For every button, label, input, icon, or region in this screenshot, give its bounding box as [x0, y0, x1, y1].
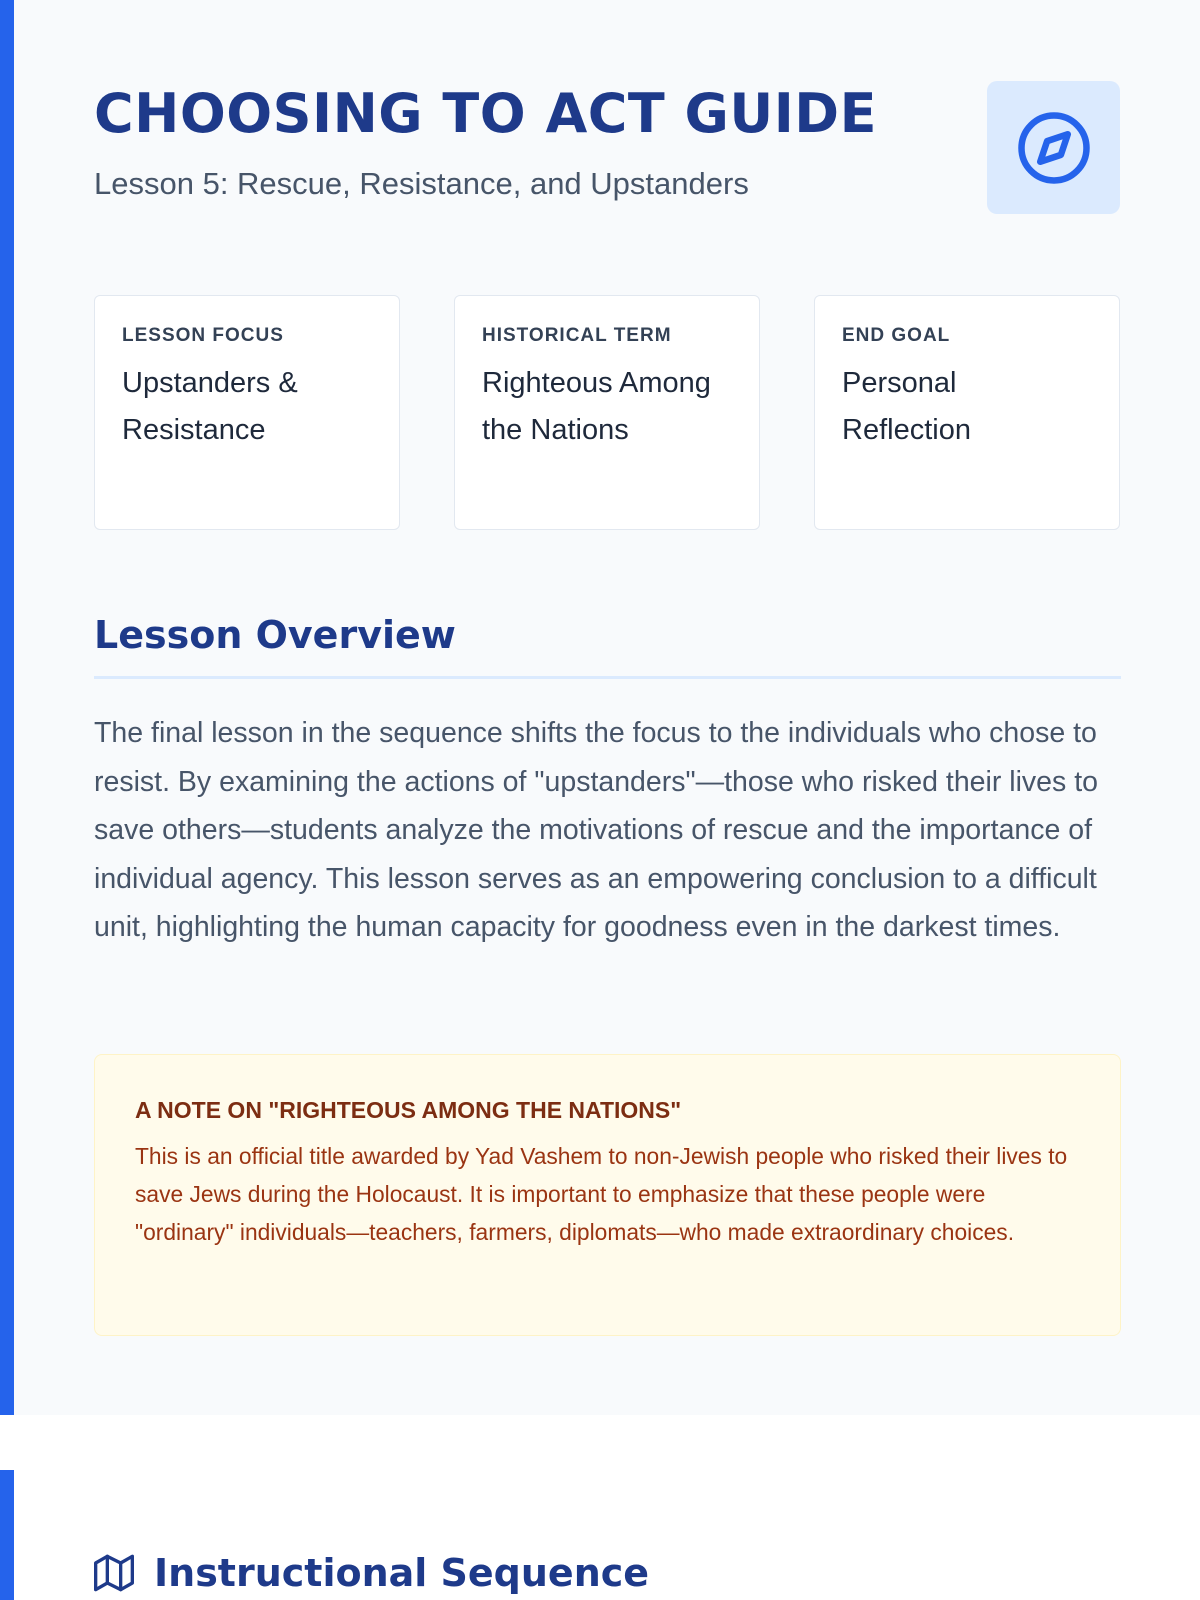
card-value: Personal Reflection — [842, 367, 971, 446]
compass-icon-badge — [987, 81, 1120, 214]
card-label: END GOAL — [842, 325, 951, 346]
divider — [94, 676, 1121, 679]
card-value: Righteous Among the Nations — [482, 367, 711, 446]
sequence-heading-label: Instructional Sequence — [154, 1551, 650, 1595]
note-title: A NOTE ON "RIGHTEOUS AMONG THE NATIONS" — [135, 1097, 682, 1123]
accent-bar — [0, 0, 14, 1415]
end-goal-card — [814, 295, 1120, 530]
card-value: Upstanders & Resistance — [122, 367, 298, 446]
overview-paragraph: The final lesson in the sequence shifts the focus to the individuals who chose to resist. By examining the actions of "upstanders"—those who risked their lives to save others—students analyze the motivations of rescue and the importance of individual agency. This lesson serves as an empowering conclusion to a difficult unit, highlighting the human capacity for goodness even in the darkest times. — [94, 717, 1098, 944]
note-body: This is an official title awarded by Yad Vashem to non-Jewish people who risked their lives to save Jews during the Holocaust. It is important to emphasize that these people were "ordinary" individuals—teachers, farmers, diplomats—who made extraordinary choices. — [135, 1143, 1068, 1245]
card-label: LESSON FOCUS — [122, 325, 284, 346]
instructional-sequence-heading — [94, 1548, 649, 1598]
historical-term-card — [454, 295, 760, 530]
overview-heading: Lesson Overview — [94, 613, 456, 657]
note-callout — [94, 1054, 1121, 1336]
compass-icon — [1015, 109, 1093, 187]
map-icon — [94, 1553, 134, 1593]
lesson-focus-card — [94, 295, 400, 530]
accent-bar — [0, 1470, 14, 1600]
page-title: CHOOSING TO ACT GUIDE — [94, 82, 878, 145]
page-subtitle: Lesson 5: Rescue, Resistance, and Upstanders — [94, 166, 749, 201]
card-label: HISTORICAL TERM — [482, 325, 672, 346]
